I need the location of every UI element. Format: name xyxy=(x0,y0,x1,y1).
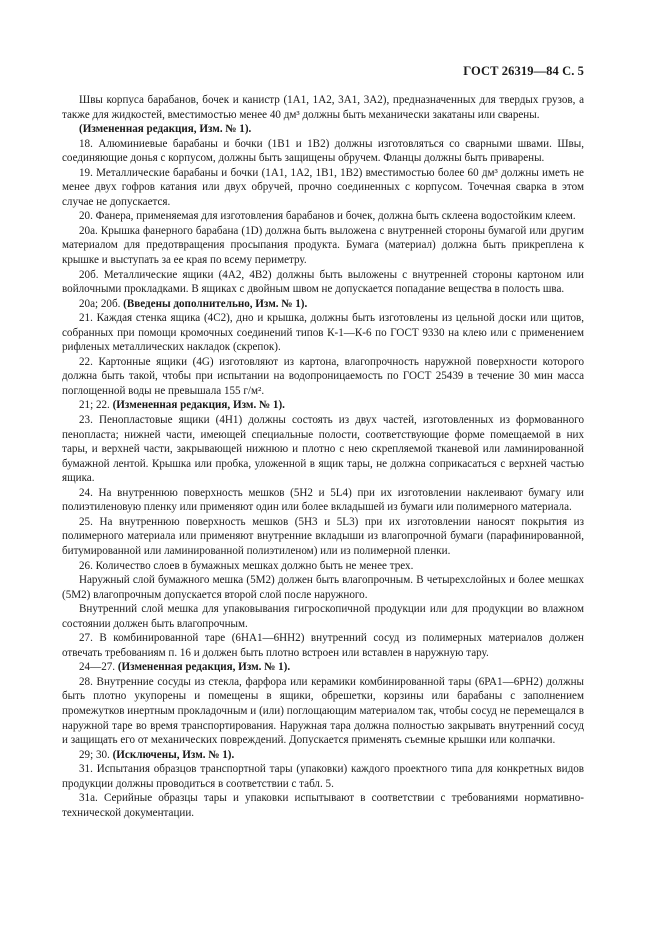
paragraph xyxy=(62,486,584,515)
paragraph xyxy=(62,268,584,297)
paragraph xyxy=(62,762,584,791)
paragraph-text: 20а; 20б. xyxy=(79,297,124,310)
paragraph-bold-note: (Введены дополнительно, Изм. № 1). xyxy=(123,297,308,310)
paragraph-text: 20б. Металлические ящики (4А2, 4В2) должны быть выложены с внутренней стороны картоном или войлочными прокладками. В ящиках с двойным швом не допускается попадание вещества в полость шва. xyxy=(62,268,584,296)
paragraph xyxy=(62,166,584,210)
paragraph-bold-note: (Измененная редакция, Изм. № 1). xyxy=(112,399,285,412)
paragraph-text: 31. Испытания образцов транспортной тары (упаковки) каждого проектного типа для конкретных видов продукции должны проводиться в соответствии с табл. 5. xyxy=(62,763,584,790)
paragraph-text: 24. На внутреннюю поверхность мешков (5Н2 и 5L4) при их изготовлении наклеивают бумагу или полиэтиленовую пленку или применяют один или более вкладышей из бумаги или полимерного материала. xyxy=(62,486,584,514)
paragraph-text: 23. Пенопластовые ящики (4Н1) должны состоять из двух частей, изготовленных из формованного пенопласта; нижней части, имеющей специальные полости, соответствующие форме помещаемой в них тары, и верхней части, закрывающей нижнюю и плотно с нею скрепляемой тканевой или ламинированной бумажной лентой. Крышка или пробка, уложенной в ящик тары, не должна соприкасаться с верхней частью ящика. xyxy=(62,414,584,485)
paragraph-text: Швы корпуса барабанов, бочек и канистр (1А1, 1А2, 3А1, 3А2), предназначенных для твердых грузов, а также для жидкостей, вместимостью менее 40 дм³ должны быть механически закатаны или сварены. xyxy=(62,94,584,121)
paragraph xyxy=(62,515,584,559)
document-body xyxy=(62,93,584,820)
paragraph xyxy=(62,137,584,166)
paragraph xyxy=(62,631,584,660)
paragraph xyxy=(62,791,584,820)
paragraph xyxy=(62,311,584,355)
paragraph-text: 31а. Серийные образцы тары и упаковки испытывают в соответствии с требованиями нормативно-технической документации. xyxy=(62,792,584,819)
paragraph xyxy=(62,122,584,137)
paragraph-text: 20а. Крышка фанерного барабана (1D) должна быть выложена с внутренней стороны бумагой или другим материалом для предотвращения просыпания продукта. Бумага (материал) должна быть прикреплена к крышке и выступать за ее края по всему периметру. xyxy=(62,224,584,267)
paragraph-text: 22. Картонные ящики (4G) изготовляют из картона, влагопрочность наружной поверхности которого должна быть такой, чтобы при испытании на водопроницаемость по ГОСТ 25439 в течение 30 мин масса поглощенной воды не превышала 155 г/м². xyxy=(62,355,584,397)
paragraph-text: 21. Каждая стенка ящика (4С2), дно и крышка, должны быть изготовлены из цельной доски или щитов, собранных при помощи кромочных соединений типов К-1—К-6 по ГОСТ 9330 на клею или с применением рифленых металлических накладок (скрепок). xyxy=(62,312,584,354)
paragraph xyxy=(62,413,584,486)
paragraph-bold-note: (Исключены, Изм. № 1). xyxy=(112,748,235,761)
paragraph-text: 18. Алюминиевые барабаны и бочки (1В1 и 1В2) должны изготовляться со сварными швами. Швы, соединяющие донья с корпусом, должны быть защищены обручем. Фланцы должны быть приварены. xyxy=(62,137,584,165)
paragraph-text: 24—27. xyxy=(79,661,118,674)
paragraph-text: 26. Количество слоев в бумажных мешках должно быть не менее трех. xyxy=(79,559,414,572)
paragraph xyxy=(62,675,584,748)
paragraph-text: 20. Фанера, применяемая для изготовления барабанов и бочек, должна быть склеена водостойким клеем. xyxy=(79,210,576,223)
paragraph-text: 21; 22. xyxy=(79,399,113,412)
paragraph xyxy=(62,660,584,675)
paragraph xyxy=(62,602,584,631)
paragraph-text: Наружный слой бумажного мешка (5М2) должен быть влагопрочным. В четырехслойных и более мешках (5М2) влагопрочным допускается второй слой после наружного. xyxy=(62,574,584,601)
paragraph-text: Внутренний слой мешка для упаковывания гигроскопичной продукции или для продукции во влажном состоянии должен быть влагопрочным. xyxy=(62,603,584,630)
paragraph-bold-note: (Измененная редакция, Изм. № 1). xyxy=(117,661,291,674)
page-header: ГОСТ 26319—84 С. 5 xyxy=(463,64,584,78)
paragraph xyxy=(62,209,584,224)
paragraph-text: 27. В комбинированной таре (6НА1—6НН2) внутренний сосуд из полимерных материалов должен отвечать требованиям п. 16 и должен быть плотно встроен или вставлен в наружную тару. xyxy=(62,632,584,659)
paragraph xyxy=(62,573,584,602)
paragraph-text: 19. Металлические барабаны и бочки (1А1, 1А2, 1В1, 1В2) вместимостью более 60 дм³ должны иметь не менее двух гофров катания или двух обручей, прочно соединенных с корпусом. Точечная сварка в этом случае не допускается. xyxy=(62,166,584,208)
paragraph xyxy=(62,748,584,763)
paragraph-bold-note: (Измененная редакция, Изм. № 1). xyxy=(79,123,252,136)
paragraph xyxy=(62,398,584,413)
paragraph xyxy=(62,559,584,574)
paragraph-text: 29; 30. xyxy=(79,748,113,761)
paragraph xyxy=(62,224,584,268)
paragraph xyxy=(62,355,584,399)
paragraph-text: 28. Внутренние сосуды из стекла, фарфора или керамики комбинированной тары (6РА1—6РН2) должны быть плотно укупорены и помещены в ящики, обрешетки, корзины или барабаны с заполнением промежутков инертным прокладочным и (или) поглощающим материалом так, чтобы сосуд не перемещался в наружной таре во время транспортирования. Наружная тара должна полностью закрывать внутренний сосуд и защищать его от механических повреждений. Допускается применять съемные крышки или колпачки. xyxy=(62,675,584,747)
paragraph-text: 25. На внутреннюю поверхность мешков (5Н3 и 5L3) при их изготовлении наносят покрытия из полимерного материала или применяют внутренние вкладыши из влагопрочной бумаги (парафинированной, битумированной или ламинированной полиэтиленом) или из полимерной пленки. xyxy=(62,515,584,557)
paragraph xyxy=(62,297,584,312)
paragraph xyxy=(62,93,584,122)
